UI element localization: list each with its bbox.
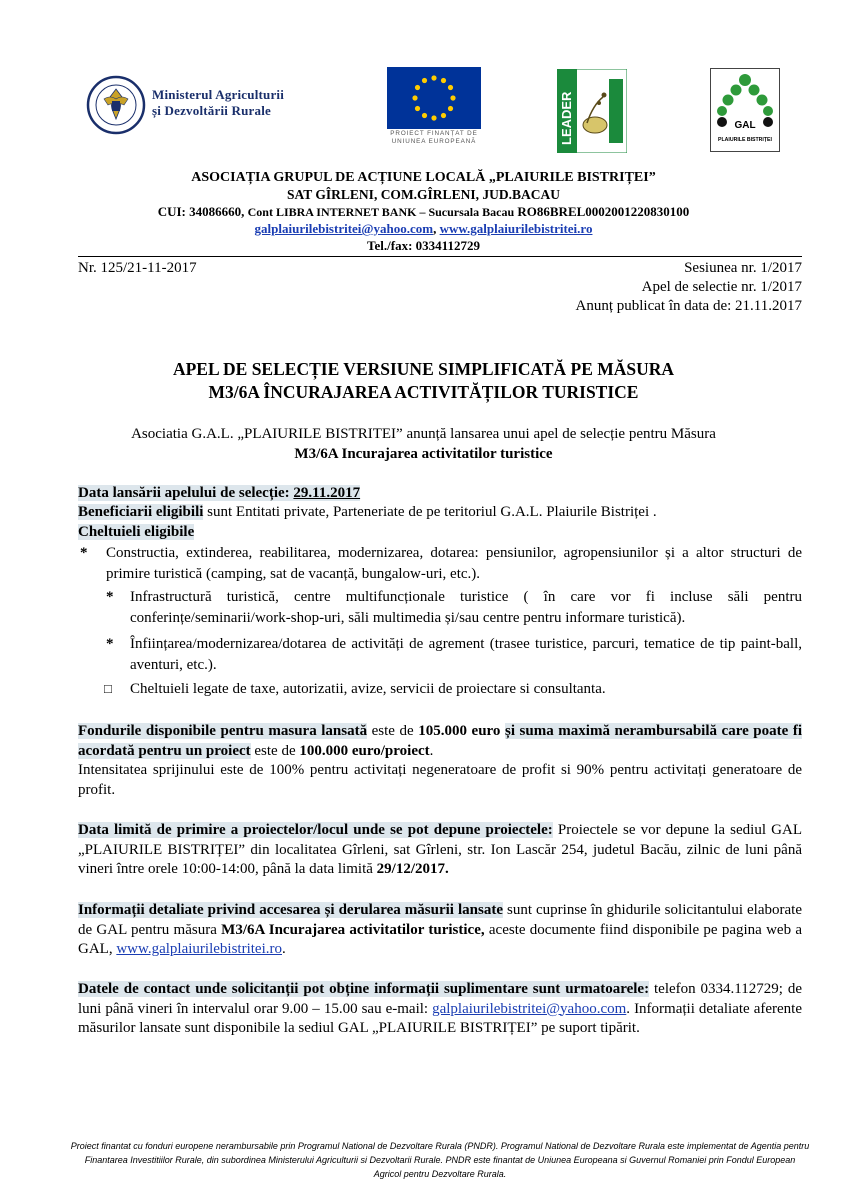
info-paragraph xyxy=(78,901,802,960)
bullet-marker: * xyxy=(106,636,114,652)
org-address: SAT GÎRLENI, COM.GÎRLENI, JUD.BACAU xyxy=(287,187,560,202)
gal-logo xyxy=(710,68,780,157)
funds-text: este de xyxy=(367,723,419,739)
gal-name: GAL xyxy=(734,120,756,131)
info-end: . xyxy=(281,941,286,957)
email-link[interactable]: galplaiurilebistritei@yahoo.com xyxy=(432,1000,627,1017)
expenses-label: Cheltuieli eligibile xyxy=(78,524,195,540)
deadline-text: Proiectele se vor depune la sediul GAL „PLAIURILE BISTRIȚEI” din localitatea Gîrleni, sat Gîrleni, str. Ion Lascăr 254, judetul Bacău, zilnic de luni până vineri între orele 10:00-14:00, până la data limită xyxy=(78,822,802,877)
ministry-name-line1: Ministerul Agriculturii xyxy=(152,87,285,102)
session-info xyxy=(576,259,803,316)
eu-logo xyxy=(387,67,481,153)
funds-label: Fondurile disponibile pentru masura lansată xyxy=(78,723,368,739)
max-grant-label: și suma maximă nerambursabilă care poate fi acordată pentru un proiect xyxy=(78,723,803,759)
contact-paragraph xyxy=(78,980,802,1039)
page-title-line2: M3/6A ÎNCURAJAREA ACTIVITĂȚILOR TURISTICE xyxy=(208,382,639,402)
intro-text: Asociatia G.A.L. „PLAIURILE BISTRITEI” anunță lansarea unui apel de selecție pentru Măsura xyxy=(131,426,716,442)
document-number: Nr. 125/21-11-2017 xyxy=(78,260,197,276)
call-number: Apel de selectie nr. 1/2017 xyxy=(641,279,802,295)
funds-value: 105.000 euro xyxy=(418,723,501,739)
website-link[interactable]: www.galplaiurilebistritei.ro xyxy=(439,221,593,236)
expense-item: Înființarea/modernizarea/dotarea de activități de agrement (trasee turistice, parcuri, tematice de tip paint-ball, aventuri, etc.). xyxy=(130,636,802,673)
intro-measure: M3/6A Incurajarea activitatilor turistice xyxy=(294,446,553,462)
session-number: Sesiunea nr. 1/2017 xyxy=(684,260,802,276)
bank: Cont LIBRA INTERNET BANK – Sucursala Bacau xyxy=(247,205,515,219)
ministry-logo xyxy=(86,75,336,137)
max-grant-value: 100.000 euro/proiect xyxy=(299,742,430,759)
deadline-value: 29/12/2017. xyxy=(376,861,449,877)
funds-paragraph xyxy=(78,722,802,761)
website-link[interactable]: www.galplaiurilebistritei.ro xyxy=(116,941,282,957)
max-grant-end: . xyxy=(429,742,434,759)
beneficiaries-text: sunt Entitati private, Parteneriate de pe teritoriul G.A.L. Plaiurile Bistriței . xyxy=(203,504,657,520)
expense-item: Cheltuieli legate de taxe, autorizatii, avize, servicii de proiectare si consultanta. xyxy=(130,681,606,697)
info-measure: M3/6A Incurajarea activitatilor turistice, xyxy=(221,921,485,938)
info-text2: aceste documente fiind disponibile pe pagina web a GAL, xyxy=(78,921,802,957)
org-telfax: Tel./fax: 0334112729 xyxy=(367,238,480,253)
header-divider xyxy=(78,256,802,257)
cui: CUI: 34086660, xyxy=(157,204,245,219)
deadline-label: Data limită de primire a proiectelor/locul unde se pot depune proiectele: xyxy=(78,822,553,838)
expenses-line xyxy=(78,523,802,543)
launch-date-line xyxy=(78,484,802,504)
org-bank-info xyxy=(0,204,847,220)
email-link[interactable]: galplaiurilebistritei@yahoo.com xyxy=(254,221,434,236)
bullet-marker: * xyxy=(80,545,88,561)
contact-label: Datele de contact unde solicitanții pot obține informații suplimentare sunt urmatoarele: xyxy=(78,981,650,997)
eu-caption: PROIECT FINANȚAT DE UNIUNEA EUROPEANĂ xyxy=(390,130,478,145)
max-grant-text: este de xyxy=(250,742,300,759)
page-title-line1: APEL DE SELECȚIE VERSIUNE SIMPLIFICATĂ PE MĂSURA xyxy=(172,359,675,379)
footer-note: Proiect finantat cu fonduri europene nerambursabile prin Programul National de Dezvoltare Rurala (PNDR). Programul National de Dezvoltare Rurala este implementat de Agentia pentru Finantarea Investitiilor Rurale, din subordinea Ministerului Agriculturii si Dezvoltarii Rurale. PNDR este finantat de Uniunea Europeana si Guvernul Romaniei prin Fondul European Agricol pentru Dezvoltare Rurala. xyxy=(70,1141,810,1179)
contact-text2: . Informații detaliate aferente măsurilor lansate sunt disponibile la sediul GAL „PLAIURILE BISTRIȚEI” pe suport tipărit. xyxy=(78,1000,802,1036)
expense-item: Infrastructură turistică, centre multifuncționale turistice ( în care vor fi incluse săli pentru conferințe/seminarii/work-shop-uri, săli multimedia și/sau centre pentru informare turistică). xyxy=(130,589,802,626)
support-intensity: Intensitatea sprijinului este de 100% pentru activitați negeneratoare de profit si 90% pentru activitați generatoare de profit. xyxy=(78,762,802,798)
deadline-paragraph xyxy=(78,821,802,880)
launch-date-label: Data lansării apelului de selecție: xyxy=(78,485,294,501)
beneficiaries-label: Beneficiarii eligibili xyxy=(78,504,204,520)
bullet-marker: □ xyxy=(104,681,112,696)
government-seal-icon xyxy=(86,75,146,135)
info-text: sunt cuprinse în ghidurile solicitantului elaborate de GAL pentru măsura xyxy=(78,902,802,938)
expense-item: Constructia, extinderea, reabilitarea, modernizarea, dotarea: pensiunilor, agropensiunilor și a altor structuri de primire turistică (camping, sat de vacanță, bungalow-uri, etc.). xyxy=(106,545,802,582)
eu-flag-icon xyxy=(387,67,481,129)
bullet-marker: * xyxy=(106,589,114,605)
iban: RO86BREL0002001220830100 xyxy=(517,204,690,219)
gal-subtitle: PLAIURILE BISTRIȚEI xyxy=(718,137,772,143)
contact-text: telefon 0334.112729; de luni până vineri în intervalul orar 9.00 – 15.00 sau e-mail: xyxy=(78,981,802,1017)
org-name: ASOCIAȚIA GRUPUL DE ACȚIUNE LOCALĂ „PLAIURILE BISTRIȚEI” xyxy=(191,170,656,185)
leader-logo-icon xyxy=(557,69,627,153)
publication-date: Anunț publicat în data de: 21.11.2017 xyxy=(575,298,802,314)
leader-text: LEADER xyxy=(559,91,574,145)
gal-logo-icon xyxy=(710,68,780,152)
info-label: Informații detaliate privind accesarea și derularea măsurii lansate xyxy=(78,902,503,918)
ministry-name-line2: și Dezvoltării Rurale xyxy=(152,103,272,118)
launch-date-value: 29.11.2017 xyxy=(293,485,361,501)
beneficiaries-line xyxy=(78,503,802,523)
leader-logo xyxy=(557,69,627,158)
email-separator: , xyxy=(433,221,440,236)
org-contacts xyxy=(0,221,847,237)
